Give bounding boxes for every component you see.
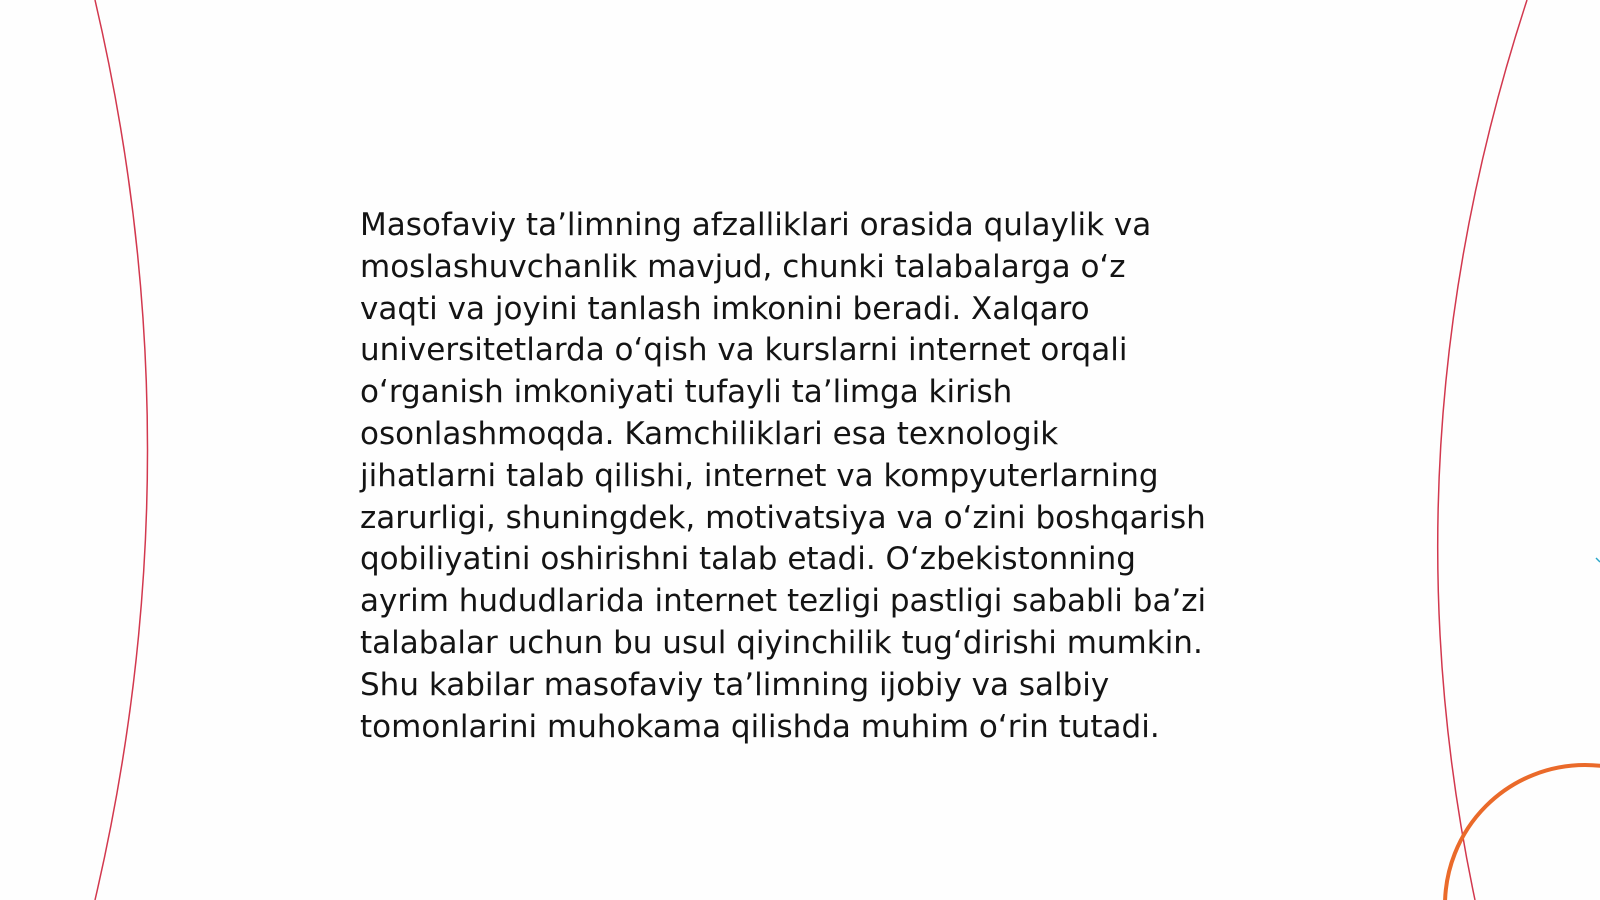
left-curve-line — [95, 0, 148, 900]
paragraph-line: universitetlarda o‘qish va kurslarni internet orqali — [360, 332, 1128, 369]
paragraph-line: osonlashmoqda. Kamchiliklari esa texnologik — [360, 415, 1059, 452]
paragraph-line: talabalar uchun bu usul qiyinchilik tug‘dirishi mumkin. — [360, 624, 1203, 661]
paragraph-line: tomonlarini muhokama qilishda muhim o‘rin tutadi. — [360, 708, 1160, 745]
body-paragraph — [360, 205, 1260, 748]
paragraph-line: qobiliyatini oshirishni talab etadi. O‘zbekistonning — [360, 541, 1136, 578]
paragraph-line: moslashuvchanlik mavjud, chunki talabalarga o‘z — [360, 248, 1126, 285]
orange-ring-shape — [1445, 765, 1600, 900]
paragraph-line: Shu kabilar masofaviy ta’limning ijobiy va salbiy — [360, 666, 1110, 703]
paragraph-line: zarurligi, shuningdek, motivatsiya va o‘zini boshqarish — [360, 499, 1206, 536]
paragraph-line: jihatlarni talab qilishi, internet va kompyuterlarning — [360, 457, 1159, 494]
paragraph-line: vaqti va joyini tanlash imkonini beradi. Xalqaro — [360, 290, 1090, 327]
small-teal-mark — [1596, 558, 1600, 562]
paragraph-line: ayrim hududlarida internet tezligi pastligi sababli ba’zi — [360, 583, 1207, 620]
right-curve-line — [1438, 0, 1527, 900]
paragraph-line: o‘rganish imkoniyati tufayli ta’limga kirish — [360, 374, 1013, 411]
paragraph-line: Masofaviy ta’limning afzalliklari orasida qulaylik va — [360, 207, 1152, 243]
